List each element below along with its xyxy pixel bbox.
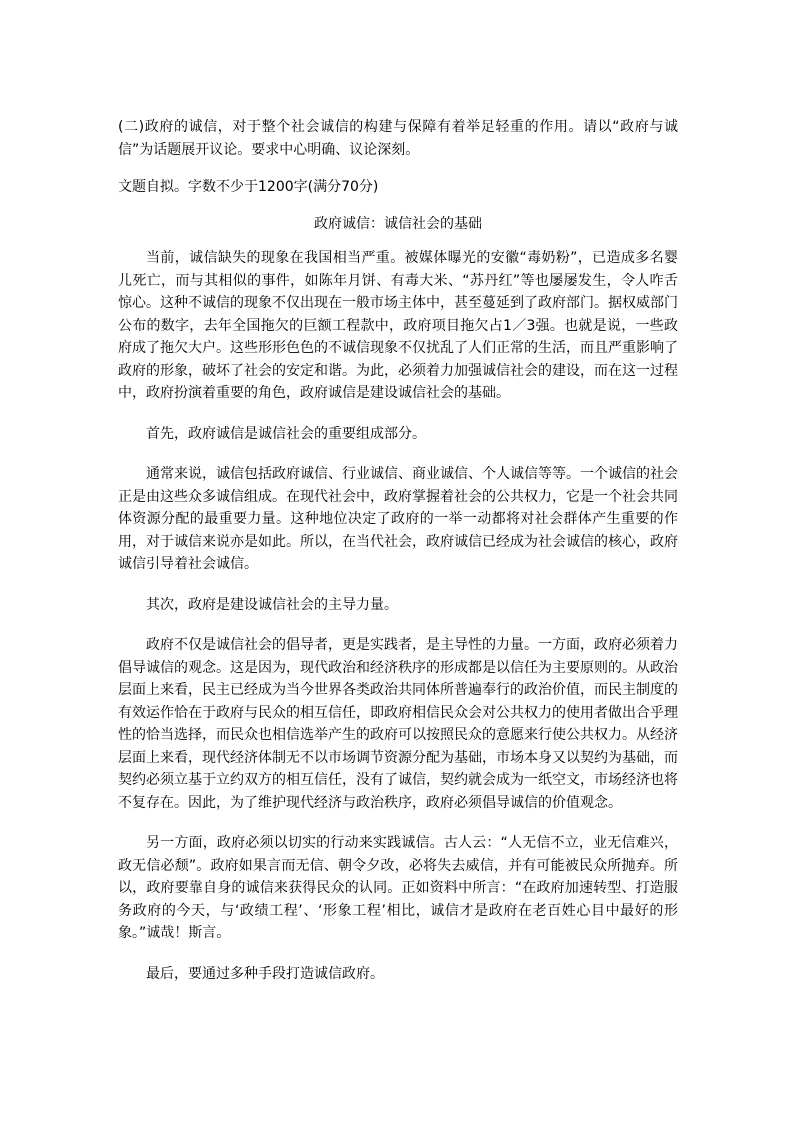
paragraph-point-three: 最后，要通过多种手段打造诚信政府。 — [146, 965, 384, 982]
paragraph-intro: 当前，诚信缺失的现象在我国相当严重。被媒体曝光的安徽“毒奶粉”，已造成多名婴儿死亡，而与其相似的事件，如陈年月饼、有毒大米、“苏丹红”等也屡屡发生，令人咋舌惊心。这种不诚信的现象不仅出现在一般市场主体中，甚至蔓延到了政府部门。据权威部门公布的数字，去年全国拖欠的巨额工程款中，政府项目拖欠占1／3强。也就是说，一些政府成了拖欠大户。这些形形色色的不诚信现象不仅扰乱了人们正常的生活，而且严重影响了政府的形象，破坏了社会的安定和谐。为此，必须着力加强诚信社会的建设，而在这一过程中，政府扮演着重要的角色，政府诚信是建设诚信社会的基础。 — [118, 250, 678, 401]
paragraph-point-two: 其次，政府是建设诚信社会的主导力量。 — [146, 596, 398, 613]
paragraph-point-two-body-a: 政府不仅是诚信社会的倡导者，更是实践者，是主导性的力量。一方面，政府必须着力倡导诚信的观念。这是因为，现代政治和经济秩序的形成都是以信任为主要原则的。从政治层面上来看，民主已经成为当今世界各类政治共同体所普遍奉行的政治价值，而民主制度的有效运作恰在于政府与民众的相互信任，即政府相信民众会对公共权力的使用者做出合乎理性的恰当选择，而民众也相信选举产生的政府可以按照民众的意愿来行使公共权力。从经济层面上来看，现代经济体制无不以市场调节资源分配为基础，市场本身又以契约为基础，而契约必须立基于立约双方的相互信任，没有了诚信，契约就会成为一纸空文，市场经济也将不复存在。因此，为了维护现代经济与政治秩序，政府必须倡导诚信的价值观念。 — [118, 637, 678, 811]
paragraph-point-one-body: 通常来说，诚信包括政府诚信、行业诚信、商业诚信、个人诚信等等。一个诚信的社会正是由这些众多诚信组成。在现代社会中，政府掌握着社会的公共权力，它是一个社会共同体资源分配的最重要力量。这种地位决定了政府的一举一动都将对社会群体产生重要的作用，对于诚信来说亦是如此。所以，在当代社会，政府诚信已经成为社会诚信的核心，政府诚信引导着社会诚信。 — [118, 466, 678, 572]
essay-instruction: 文题自拟。字数不少于1200字(满分70分) — [118, 179, 379, 195]
essay-prompt: (二)政府的诚信，对于整个社会诚信的构建与保障有着举足轻重的作用。请以“政府与诚信”为话题展开议论。要求中心明确、议论深刻。 — [118, 119, 678, 158]
document-body — [118, 116, 678, 1003]
paragraph-point-two-body-b: 另一方面，政府必须以切实的行动来实践诚信。古人云：“人无信不立，业无信难兴，政无信必颓”。政府如果言而无信、朝令夕改，必将失去威信，并有可能被民众所抛弃。所以，政府要靠自身的诚信来获得民众的认同。正如资料中所言：“在政府加速转型、打造服务政府的今天，与‘政绩工程’、‘形象工程’相比，诚信才是政府在老百姓心目中最好的形象。”诚哉！斯言。 — [118, 835, 678, 941]
paragraph-point-one: 首先，政府诚信是诚信社会的重要组成部分。 — [146, 425, 426, 442]
essay-title: 政府诚信：诚信社会的基础 — [314, 215, 482, 232]
